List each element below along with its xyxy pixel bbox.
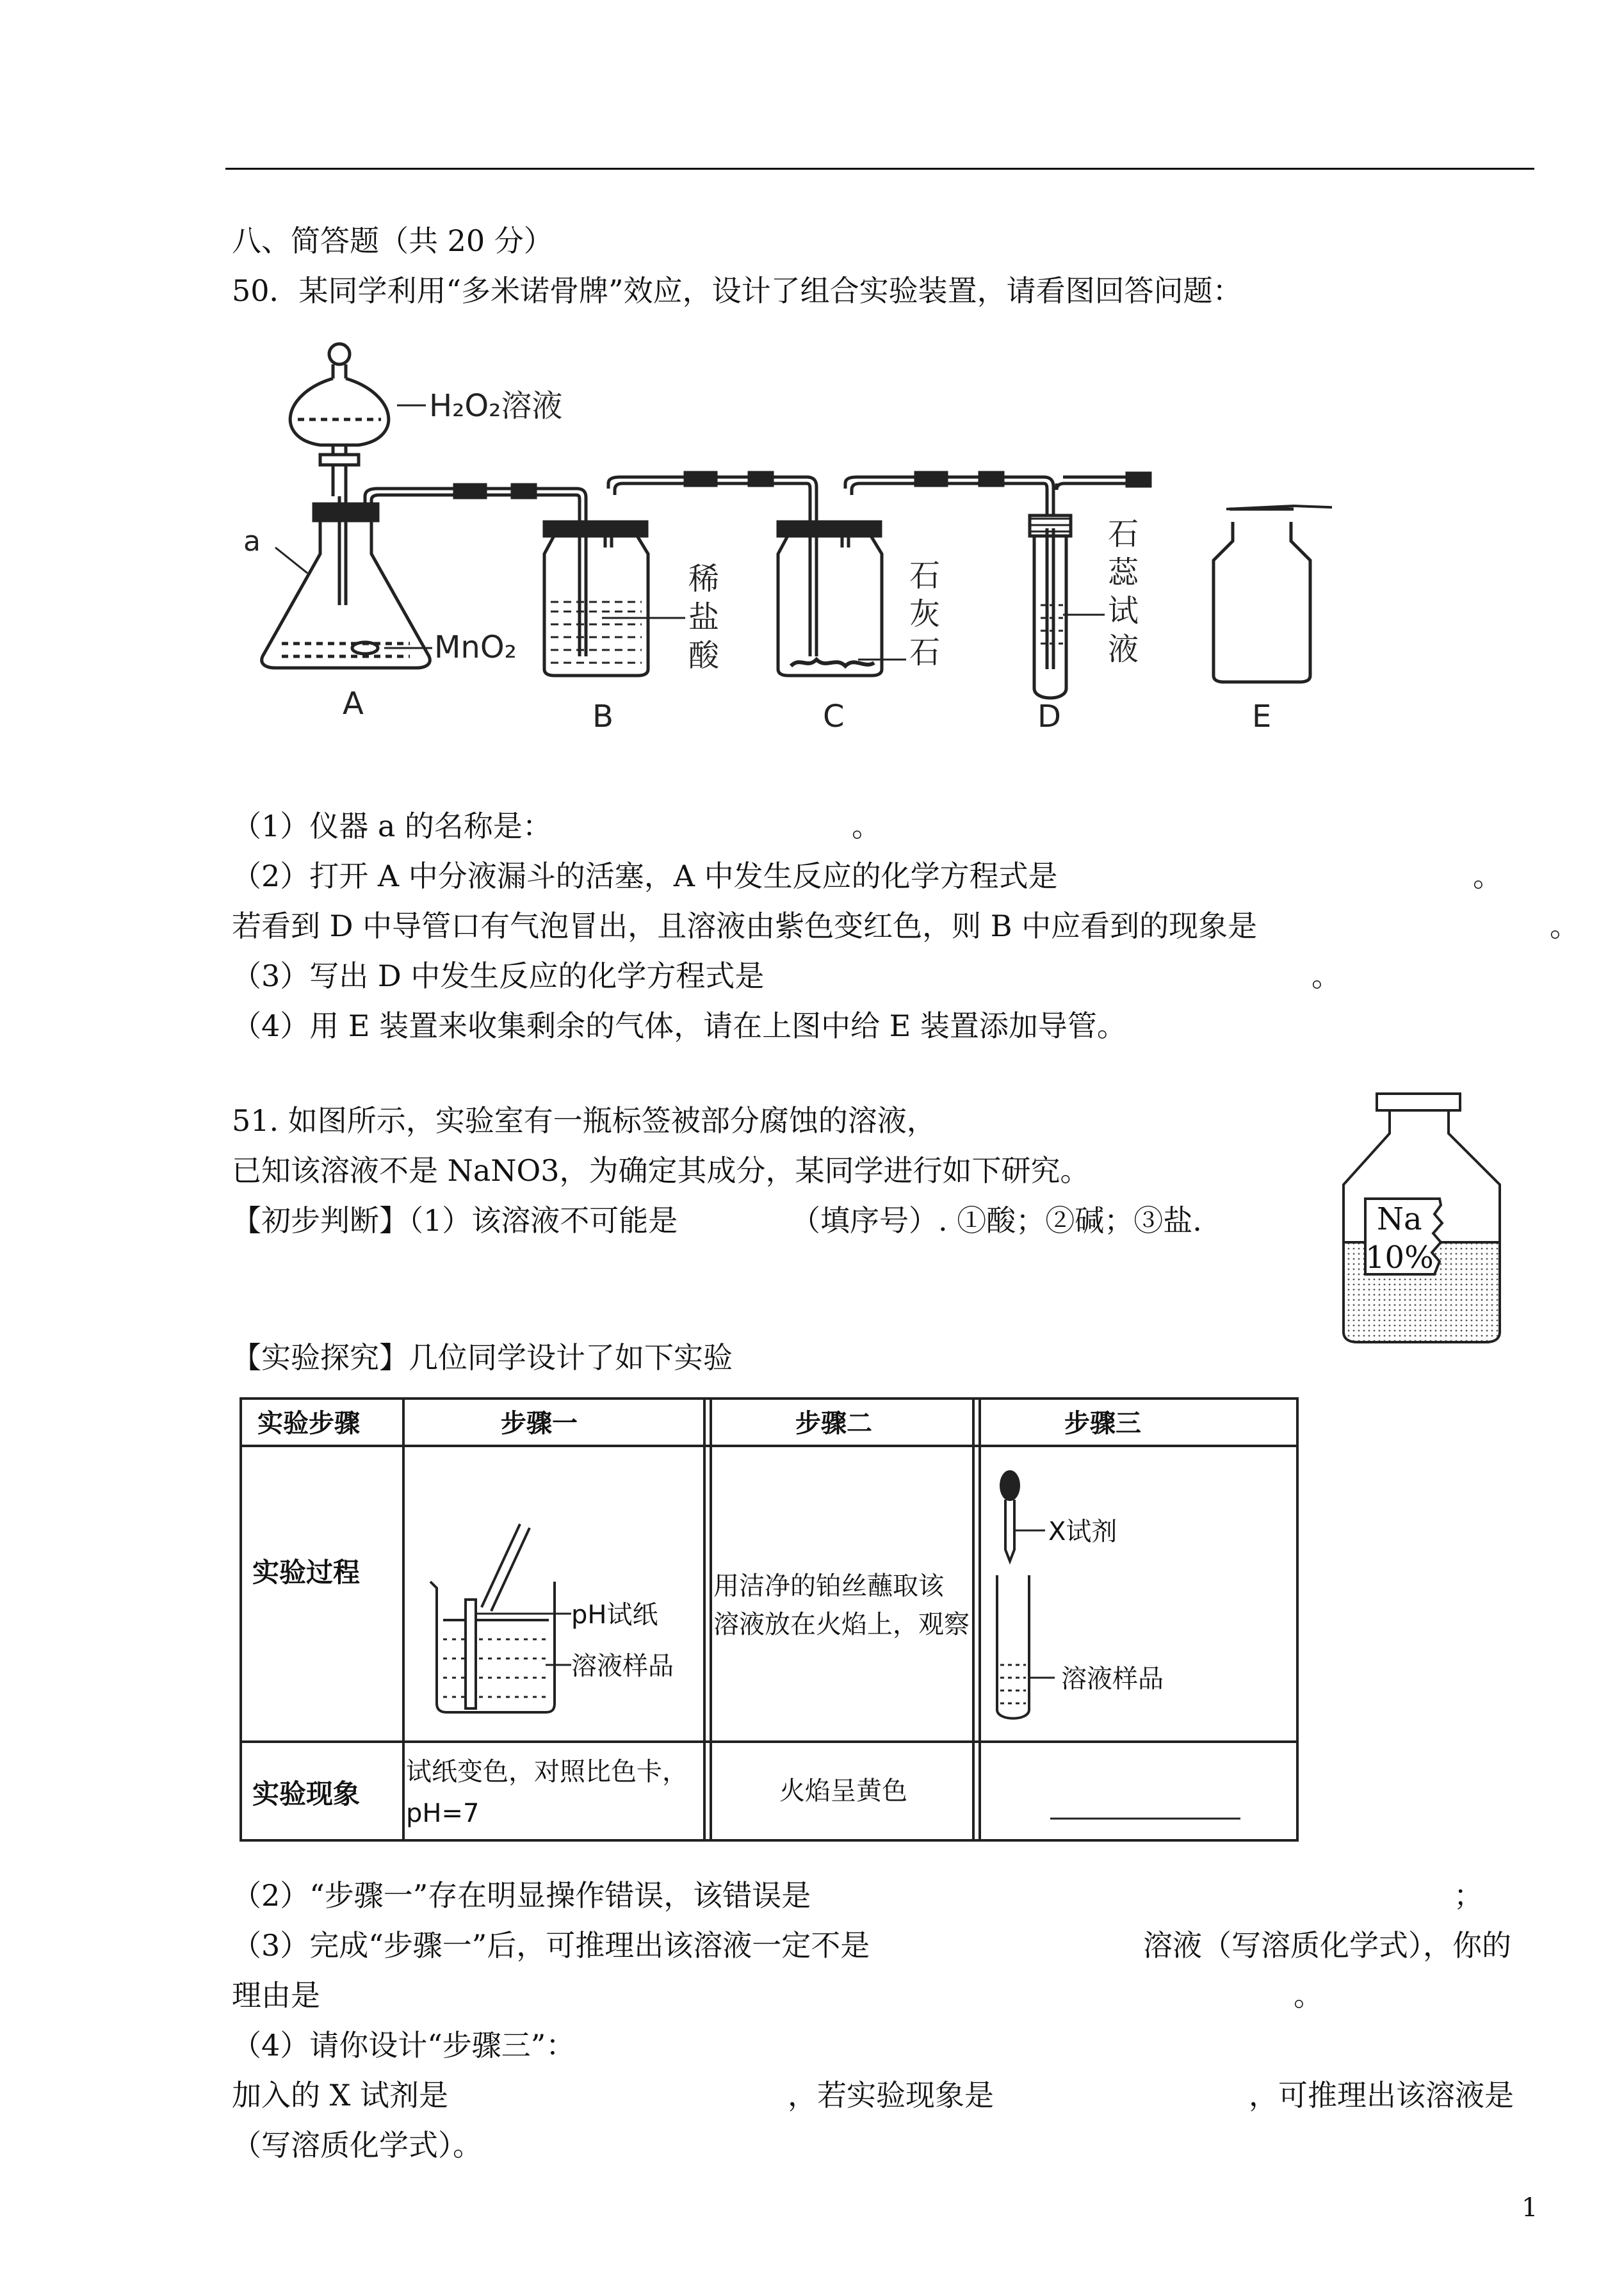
- q51-part-3b-end: 。: [1294, 1978, 1323, 2013]
- q51-part-4b-mid2: ，可推理出该溶液是: [1249, 2078, 1514, 2113]
- label-sample-1: 溶液样品: [571, 1651, 674, 1681]
- row-result-label: 实验现象: [252, 1778, 361, 1810]
- q51-part-2: （2）“步骤一”存在明显操作错误，该错误是: [232, 1878, 811, 1913]
- q50-part-2b-end: 。: [1550, 909, 1579, 943]
- page-number: 1: [1522, 2193, 1538, 2223]
- q51-part-4b-mid: ，若实验现象是: [788, 2078, 994, 2113]
- label-lime-2: 灰: [909, 596, 941, 632]
- result-2: 火焰呈黄色: [779, 1776, 907, 1806]
- collection-bottle-e: [1214, 509, 1310, 682]
- corroded-label-bottle: [1332, 1089, 1524, 1351]
- label-h2o2: H₂O₂溶液: [429, 388, 563, 424]
- label-litmus-2: 蕊: [1108, 555, 1139, 590]
- header-step: 实验步骤: [257, 1409, 360, 1438]
- label-letter-a: A: [343, 686, 364, 722]
- header-step-3: 步骤三: [1064, 1409, 1141, 1438]
- dropper-bulb: [1001, 1472, 1019, 1500]
- q50-part-2-end: 。: [1473, 859, 1502, 893]
- q51-part-4b: 加入的 X 试剂是: [232, 2078, 448, 2113]
- q50-part-4: （4）用 E 装置来收集剩余的气体，请在上图中给 E 装置添加导管。: [232, 1009, 1126, 1043]
- q51-part-3-mid: 溶液（写溶质化学式），你的: [1143, 1928, 1511, 1963]
- result-1-line-1: 试纸变色，对照比色卡，: [406, 1757, 688, 1787]
- q50-apparatus-figure: [243, 336, 1332, 733]
- section-title: 八、简答题（共 20 分）: [232, 223, 553, 258]
- label-letter-b: B: [592, 699, 613, 733]
- label-lime-1: 石: [909, 558, 941, 594]
- label-ph-paper: pH试纸: [571, 1600, 658, 1630]
- label-a: a: [243, 525, 261, 558]
- header-rule: [225, 168, 1534, 170]
- q50-part-1: （1）仪器 a 的名称是：: [232, 809, 552, 843]
- q51-explore: 【实验探究】几位同学设计了如下实验: [232, 1340, 733, 1375]
- row-process-label: 实验过程: [252, 1557, 361, 1588]
- q51-judge-tail: （填序号）. ①酸；②碱；③盐.: [791, 1203, 1202, 1238]
- q51-judge: 【初步判断】（1）该溶液不可能是: [232, 1203, 678, 1238]
- glass-rod: [482, 1524, 530, 1611]
- q50-part-3: （3）写出 D 中发生反应的化学方程式是: [232, 959, 765, 993]
- label-letter-c: C: [823, 699, 845, 733]
- label-acid-3: 酸: [688, 638, 720, 674]
- label-litmus-1: 石: [1108, 516, 1139, 552]
- bottle-label-percent: 10%: [1365, 1240, 1434, 1276]
- q51-part-3b: 理由是: [232, 1978, 320, 2013]
- header-step-1: 步骤一: [501, 1409, 578, 1438]
- q51-part-3: （3）完成“步骤一”后，可推理出该溶液一定不是: [232, 1928, 870, 1963]
- q50-stem: 50．某同学利用“多米诺骨牌”效应，设计了组合实验装置，请看图回答问题：: [232, 273, 1242, 308]
- q51-part-2-end: ；: [1454, 1878, 1483, 1913]
- result-1-line-2: pH=7: [406, 1799, 480, 1828]
- q50-part-1-end: 。: [852, 809, 881, 843]
- beaker: [430, 1582, 555, 1712]
- bottle-label-na: Na: [1377, 1201, 1422, 1237]
- label-litmus-4: 液: [1108, 631, 1139, 667]
- funnel-stopper: [329, 344, 350, 364]
- label-acid-2: 盐: [688, 599, 720, 635]
- label-litmus-3: 试: [1108, 593, 1139, 629]
- header-step-2: 步骤二: [795, 1409, 872, 1438]
- q51-part-4: （4）请你设计“步骤三”：: [232, 2028, 576, 2063]
- label-letter-d: D: [1037, 699, 1061, 733]
- q50-part-3-end: 。: [1311, 959, 1341, 993]
- q51-line-2: 已知该溶液不是 NaNO3，为确定其成分，某同学进行如下研究。: [232, 1153, 1090, 1188]
- wash-bottle-b: [544, 536, 648, 676]
- separatory-funnel: [290, 378, 389, 445]
- step2-text-2: 溶液放在火焰上，观察: [713, 1610, 970, 1639]
- label-acid-1: 稀: [688, 561, 720, 597]
- experiment-table: [238, 1396, 1314, 1857]
- dropper: [1005, 1500, 1014, 1561]
- test-tube: [997, 1575, 1029, 1719]
- label-sample-3: 溶液样品: [1061, 1664, 1164, 1694]
- bottle-c: [778, 536, 882, 676]
- label-mno2: MnO₂: [434, 629, 517, 665]
- q51-part-4c: （写溶质化学式）。: [232, 2128, 482, 2162]
- test-tube-d: [1034, 528, 1066, 698]
- step2-text-1: 用洁净的铂丝蘸取该: [713, 1571, 944, 1601]
- q50-part-2b: 若看到 D 中导管口有气泡冒出，且溶液由紫色变红色，则 B 中应看到的现象是: [232, 909, 1258, 943]
- q51-line-1: 51. 如图所示，实验室有一瓶标签被部分腐蚀的溶液，: [232, 1103, 936, 1138]
- label-x-reagent: X试剂: [1048, 1517, 1117, 1546]
- label-lime-3: 石: [909, 635, 941, 670]
- q50-part-2: （2）打开 A 中分液漏斗的活塞，A 中发生反应的化学方程式是: [232, 859, 1058, 893]
- label-letter-e: E: [1252, 699, 1272, 733]
